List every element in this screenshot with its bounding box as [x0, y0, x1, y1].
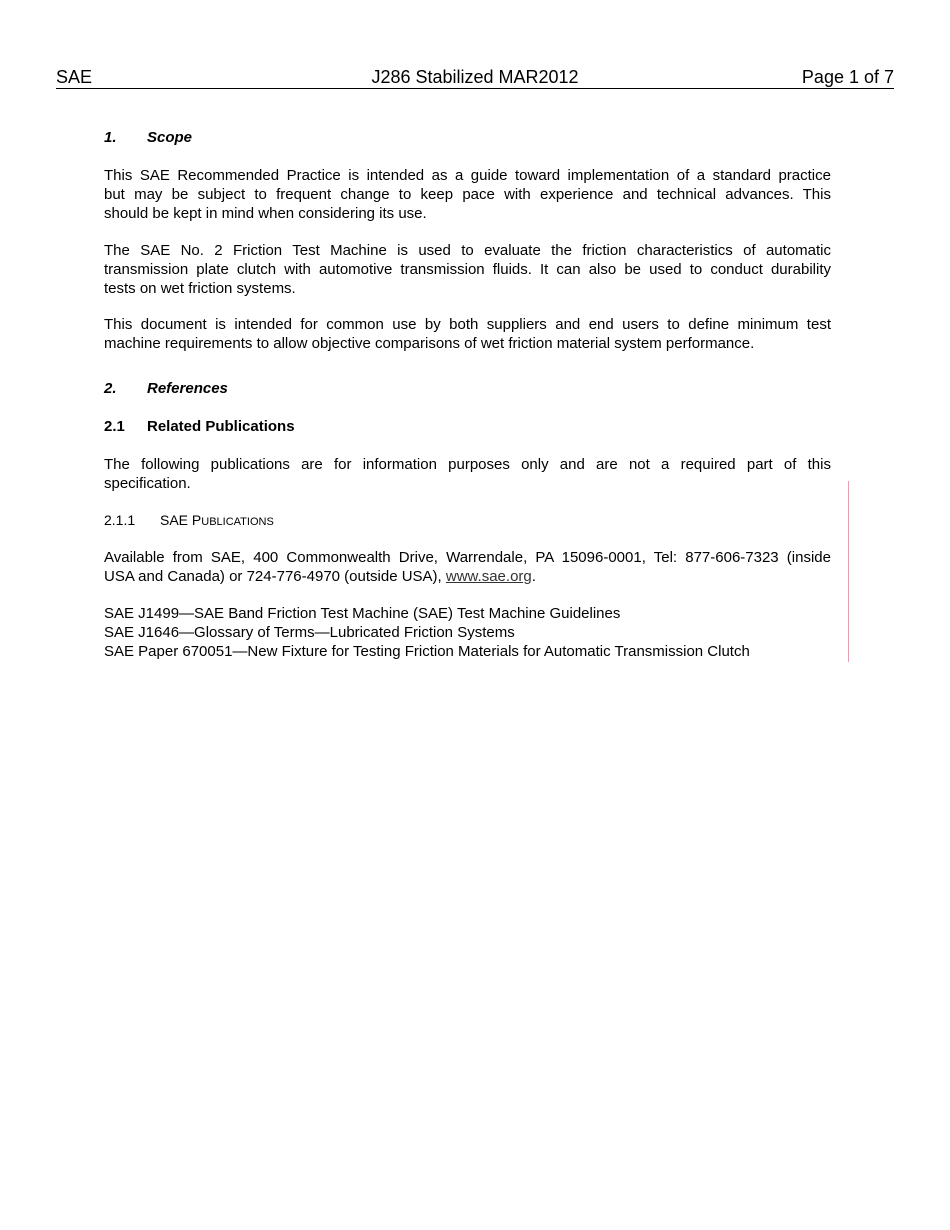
revision-change-bar — [848, 481, 849, 662]
text-line: should be kept in mind when considering its use. — [104, 205, 427, 222]
section-number: 1. — [104, 129, 117, 146]
subsection-number: 2.1 — [104, 418, 125, 435]
availability-paragraph — [104, 548, 831, 586]
subsection-heading-related-publications — [104, 417, 295, 436]
subsubsection-title-rest: UBLICATIONS — [201, 516, 274, 528]
text-line: The SAE No. 2 Friction Test Machine is used to evaluate the friction characteristics of automatic — [104, 242, 831, 259]
section-heading-references — [104, 379, 228, 398]
period: . — [531, 568, 536, 585]
scope-paragraph-2 — [104, 241, 831, 298]
header-doc-id: J286 Stabilized MAR2012 — [371, 67, 579, 87]
availability-text: USA and Canada) or 724-776-4970 (outside USA), — [104, 568, 446, 585]
text-line: This SAE Recommended Practice is intended as a guide toward implementation of a standard practice — [104, 167, 831, 184]
subsection-title: Related Publications — [147, 418, 295, 435]
scope-paragraph-3 — [104, 315, 831, 353]
section-heading-scope — [104, 128, 192, 147]
text-line: tests on wet friction systems. — [104, 280, 296, 297]
text-line: specification. — [104, 475, 191, 492]
header-page-number: Page 1 of 7 — [801, 67, 894, 87]
sae-website-link[interactable]: www.sae.org — [445, 568, 532, 585]
text-line: but may be subject to frequent change to keep pace with experience and technical advances. This — [104, 186, 831, 203]
page-header — [56, 67, 894, 89]
reference-item: SAE J1646—Glossary of Terms—Lubricated Friction Systems — [104, 624, 515, 641]
reference-item: SAE Paper 670051—New Fixture for Testing Friction Materials for Automatic Transmission Clutch — [104, 643, 750, 660]
subsubsection-heading-sae-publications — [104, 511, 274, 532]
text-line: This document is intended for common use by both suppliers and end users to define minimum test — [104, 316, 831, 333]
text-line: Available from SAE, 400 Commonwealth Drive, Warrendale, PA 15096-0001, Tel: 877-606-7323 (inside — [104, 549, 831, 566]
reference-item: SAE J1499—SAE Band Friction Test Machine (SAE) Test Machine Guidelines — [104, 605, 621, 622]
subsubsection-number: 2.1.1 — [104, 512, 136, 528]
text-line: The following publications are for information purposes only and are not a required part of this — [104, 456, 831, 473]
text-line: machine requirements to allow objective comparisons of wet friction material system performance. — [104, 335, 755, 352]
section-title: Scope — [147, 129, 193, 146]
text-line — [104, 567, 831, 586]
scope-paragraph-1 — [104, 166, 831, 223]
section-title: References — [147, 380, 228, 397]
related-publications-paragraph — [104, 455, 831, 493]
subsubsection-title-initial: SAE P — [160, 512, 202, 528]
header-org: SAE — [56, 67, 93, 87]
section-number: 2. — [104, 380, 117, 397]
text-line: transmission plate clutch with automotive transmission fluids. It can also be used to conduct durability — [104, 261, 831, 278]
reference-list — [104, 604, 750, 661]
